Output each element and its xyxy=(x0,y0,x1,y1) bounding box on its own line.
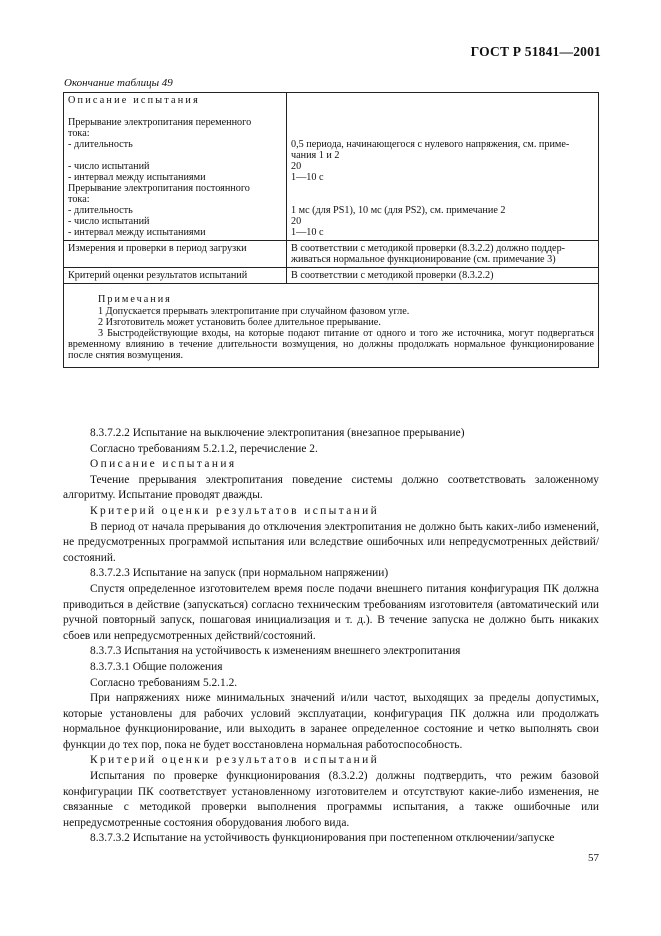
body-paragraph: При напряжениях ниже минимальных значений и/или частот, выходящих за пределы допустимых, которые установлены для рабочих условий эксплуатации, конфигурация ПК должна или продолжать нормальное функционирование, или выходить в заранее определенное состояние и четко выполнять свои функции до тех пор, пока не будет восстановлена нормальная работоспособность. xyxy=(63,692,599,751)
body-paragraph: В период от начала прерывания до отключения электропитания не должно быть каких-либо изменений, не предусмотренных программой испытания или вследствие ошибочных или непредусмотренных действий/состояний. xyxy=(63,520,599,564)
body-paragraph: 8.3.7.2.2 Испытание на выключение электропитания (внезапное прерывание) xyxy=(90,427,465,439)
body-paragraph: Согласно требованиям 5.2.1.2, перечисление 2. xyxy=(90,442,318,455)
measure-value-cell xyxy=(287,241,599,268)
body-paragraph: Описание испытания xyxy=(90,458,237,471)
cell-line: 1—10 с xyxy=(291,172,324,183)
cell-line: 1—10 с xyxy=(291,227,324,238)
table-caption: Окончание таблицы 49 xyxy=(64,77,173,89)
table-row-description xyxy=(64,93,599,241)
cell-line xyxy=(68,106,282,117)
description-cell xyxy=(64,93,287,241)
cell-line: Прерывание электропитания переменного xyxy=(68,117,252,128)
table-row-measure xyxy=(64,241,599,268)
measure-label-cell: Измерения и проверки в период загрузки xyxy=(64,241,287,268)
cell-line xyxy=(291,128,594,139)
body-paragraph: Критерий оценки результатов испытаний xyxy=(90,754,380,767)
cell-line: - число испытаний xyxy=(68,216,150,227)
body-text xyxy=(63,426,599,847)
cell-line: 20 xyxy=(291,216,302,227)
cell-line: - длительность xyxy=(68,205,133,216)
cell-line xyxy=(291,194,594,205)
specification-table xyxy=(63,92,599,368)
cell-line: живаться нормальное функционирование (см. примечание 3) xyxy=(291,254,556,265)
document-code: ГОСТ Р 51841—2001 xyxy=(470,44,601,59)
cell-line: тока: xyxy=(68,194,90,205)
note-2: 2 Изготовитель может установить более длительное прерывание. xyxy=(98,317,381,328)
cell-line: чания 1 и 2 xyxy=(291,150,340,161)
cell-line: 1 мс (для PS1), 10 мс (для PS2), см. примечание 2 xyxy=(291,205,506,216)
cell-line: Описание испытания xyxy=(68,95,200,106)
body-paragraph: Испытания по проверке функционирования (8.3.2.2) должны подтвердить, что режим базовой конфигурации ПК соответствует установленному изготовителем и отсутствуют какие-либо изменения, не связанные с методикой проверки выполнения программы испытания, а также ошибочные или непредусмотренные состояния оборудования любого вида. xyxy=(63,770,599,829)
cell-line: 20 xyxy=(291,161,302,172)
cell-line xyxy=(68,150,282,161)
cell-line xyxy=(291,95,594,106)
body-paragraph: Спустя определенное изготовителем время после подачи внешнего питания конфигурация ПК должна приводиться в действие (запускаться) согласно техническим требованиям изготовителя (автоматический или ручной повторный запуск, пошаговая инициализация и т. д.). В течение запуска не должно быть никаких сбоев или непредусмотренных действий/состояний. xyxy=(63,582,599,642)
criteria-value-cell: В соответствии с методикой проверки (8.3.2.2) xyxy=(287,268,599,284)
body-paragraph: Течение прерывания электропитания поведение системы должно соответствовать заложенному алгоритму. Испытание проводят дважды. xyxy=(63,473,599,502)
page-number: 57 xyxy=(588,852,599,864)
cell-line: - длительность xyxy=(68,139,133,150)
body-paragraph: Согласно требованиям 5.2.1.2. xyxy=(90,676,238,689)
cell-line: - число испытаний xyxy=(68,161,150,172)
cell-line: Прерывание электропитания постоянного xyxy=(68,183,250,194)
body-paragraph: Критерий оценки результатов испытаний xyxy=(90,504,380,517)
criteria-label-cell: Критерий оценки результатов испытаний xyxy=(64,268,287,284)
notes-cell xyxy=(64,284,599,368)
table-row-criteria xyxy=(64,268,599,284)
cell-line xyxy=(291,183,594,194)
values-cell xyxy=(287,93,599,241)
cell-line: В соответствии с методикой проверки (8.3.2.2) должно поддер- xyxy=(291,243,566,254)
cell-line xyxy=(291,106,594,117)
notes-title: Примечания xyxy=(98,294,172,305)
cell-line: - интервал между испытаниями xyxy=(68,172,206,183)
note-3: 3 Быстродействующие входы, на которые подают питание от одного и того же источника, могут подвергаться временному влиянию в течение длительности возмущения, но должны продолжать нормальное функционирование после снятия возмущения. xyxy=(68,328,594,361)
cell-line: тока: xyxy=(68,128,90,139)
body-paragraph: 8.3.7.3.1 Общие положения xyxy=(90,660,223,673)
cell-line xyxy=(291,117,594,128)
note-1: 1 Допускается прерывать электропитание при случайном фазовом угле. xyxy=(98,306,410,317)
body-paragraph: 8.3.7.3 Испытания на устойчивость к изменениям внешнего электропитания xyxy=(90,645,461,658)
body-paragraph: 8.3.7.2.3 Испытание на запуск (при нормальном напряжении) xyxy=(90,567,389,580)
table-row-notes xyxy=(64,284,599,368)
cell-line: 0,5 периода, начинающегося с нулевого напряжения, см. приме- xyxy=(291,139,570,150)
cell-line: - интервал между испытаниями xyxy=(68,227,206,238)
body-paragraph: 8.3.7.3.2 Испытание на устойчивость функционирования при постепенном отключении/запуске xyxy=(90,832,555,845)
